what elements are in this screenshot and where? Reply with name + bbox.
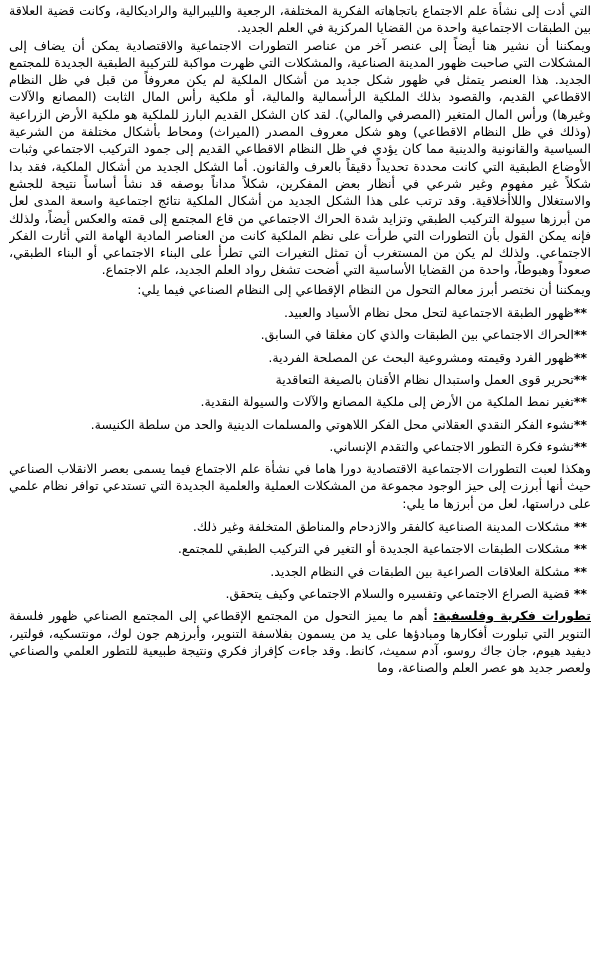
paragraph: ويمكننا أن نختصر أبرز معالم التحول من النظام الإقطاعي إلى النظام الصناعي فيما يلي: <box>137 281 591 297</box>
transition-list <box>9 304 591 455</box>
list-marker: ** <box>573 585 587 601</box>
list-item <box>9 540 591 557</box>
list-item-text: ظهور الفرد وقيمته ومشروعية البحث عن المصلحة الفردية. <box>268 349 574 365</box>
problems-list <box>9 518 591 602</box>
list-marker: ** <box>573 371 587 387</box>
list-marker: ** <box>573 327 587 343</box>
list-marker: ** <box>573 541 587 557</box>
list-item <box>9 563 591 580</box>
list-marker: ** <box>573 416 587 432</box>
list-item <box>9 585 591 602</box>
list-item <box>9 518 591 535</box>
list-item-text: نشوء الفكر النقدي العقلاني محل الفكر اللاهوتي والمسلمات الدينية والحد من سلطة الكنيسة. <box>90 416 574 432</box>
list-item <box>9 371 591 388</box>
paragraph-text: أهم ما يميز التحول من المجتمع الإقطاعي إلى المجتمع الصناعي ظهور فلسفة التنوير التي تبلورت أفكارها ومبادؤها على يد من يسمون بفلاسفة التنوير، وأبرزهم جون لوك، مونتسكيه، فولتير، ديفيد هيوم، جان جاك روسو، آدم سميث، كانط. وقد جاءت كإفراز فكري ونتيجة طبيعية للتطور العلمي والصناعي ولعصر جديد هو عصر العلم والصناعة، وما <box>9 608 591 676</box>
list-item <box>9 349 591 366</box>
list-marker: ** <box>573 394 587 410</box>
list-item-text: ظهور الطبقة الاجتماعية لتحل محل نظام الأسياد والعبيد. <box>283 305 574 321</box>
list-item-text: نشوء فكرة التطور الاجتماعي والتقدم الإنساني. <box>329 438 574 454</box>
list-marker: ** <box>573 349 587 365</box>
list-marker: ** <box>573 438 587 454</box>
list-item-text: مشكلة العلاقات الصراعية بين الطبقات في النظام الجديد. <box>270 563 570 579</box>
list-item-text: مشكلات الطبقات الاجتماعية الجديدة أو التغير في التركيب الطبقي للمجتمع. <box>177 541 570 557</box>
paragraph: ويمكننا أن نشير هنا أيضاً إلى عنصر آخر من عناصر التطورات الاجتماعية والاقتصادية يمكن أن يضاف إلى المشكلات التي صاحبت ظهور المدينة الصناعية، والمشكلات التي ظهرت مواكبة للتركيبة الطبقية الجديدة للمجتمع الجديد. هذا العنصر يتمثل في ظهور شكل جديد من أشكال الملكية لم يكن معروفاً من قبل في ظل النظام الاقطاعي القديم، والقصود بذلك الملكية الرأسمالية والمالية، أو ملكية رأس المال الثابت (المصانع والآلات وغيرها) ورأس المال المتغير (المصرفي والمالي). لقد كان الشكل القديم البارز للملكية هو ملكية الأرض الزراعية (وذلك في ظل النظام الاقطاعي) وهو شكل معروف المصدر (الميراث) ومحاط بأشكال مختلفة من الشرعية السياسية والقانونية والدينية مما كان يؤدي في ظل النظام الاقطاعي القديم إلى جمود التركيب الاجتماعي وثبات الأوضاع الطبقية التي كانت محددة تحديداً دقيقاً بالعرف والقانون. أما الشكل الجديد من أشكال الملكية، فقد بدا شكلاً غير مفهوم وغير شرعي في أنظار بعض المفكرين، شكلاً مداناً بوصفه قد نشأ أساساً نتيجة للجشع والاستغلال واللاأخلاقية. وقد ترتب على هذا الشكل الجديد من أشكال الملكية نتائج اجتماعية واسعة المدى لعل من أبرزها سيولة التركيب الطبقي وتزايد شدة الحراك الاجتماعي من قاع المجتمع إلى قمته والعكس أيضاً، ولذلك فإنه يمكن القول بأن التطورات التي طرأت على نظم الملكية كانت من العناصر المادية الهامة التي أثارت الفكر الاجتماعي. ولذلك لم يكن من المستغرب أن تمثل التغيرات التي تطرأ على البناء الاجتماعي أو البناء الطبقي، صعوداً وهبوطاً، واحدة من القضايا الأساسية التي أضحت تشغل رواد العلم الجديد، علم الاجتماع. <box>9 37 591 278</box>
list-item <box>9 326 591 343</box>
list-marker: ** <box>573 563 587 579</box>
list-item-text: مشكلات المدينة الصناعية كالفقر والازدحام والمناطق المتخلفة وغير ذلك. <box>192 519 570 535</box>
list-item <box>9 438 591 455</box>
list-item <box>9 304 591 321</box>
list-item-text: قضية الصراع الاجتماعي وتفسيره والسلام الاجتماعي وكيف يتحقق. <box>225 585 570 601</box>
list-item-text: الحراك الاجتماعي بين الطبقات والذي كان مغلقا في السابق. <box>260 327 574 343</box>
list-item <box>9 393 591 410</box>
list-marker: ** <box>573 519 587 535</box>
section-subheading: تطورات فكرية وفلسفية: <box>433 608 591 624</box>
list-item <box>9 416 591 433</box>
document-page <box>9 0 591 952</box>
paragraph <box>9 607 591 676</box>
list-item-text: تحرير قوى العمل واستبدال نظام الأقنان بالصيغة التعاقدية <box>275 371 574 387</box>
list-marker: ** <box>573 305 587 321</box>
paragraph: وهكذا لعبت التطورات الاجتماعية الاقتصادية دورا هاما في نشأة علم الاجتماع فيما يسمى بعصر الانقلاب الصناعي حيث أنها أبرزت إلى حيز الوجود مجموعة من المشكلات العملية والعلمية الجديدة التي تستدعي توافر نظام علمي على دراستها، لعل من أبرزها ما يلي: <box>9 461 591 511</box>
paragraph: التي أدت إلى نشأة علم الاجتماع باتجاهاته الفكرية المختلفة، الرجعية والليبرالية والراديكالية، وكانت قضية العلاقة بين الطبقات الاجتماعية واحدة من القضايا المركزية في العلم الجديد. <box>9 3 591 36</box>
list-item-text: تغير نمط الملكية من الأرض إلى ملكية المصانع والآلات والسيولة النقدية. <box>200 394 574 410</box>
